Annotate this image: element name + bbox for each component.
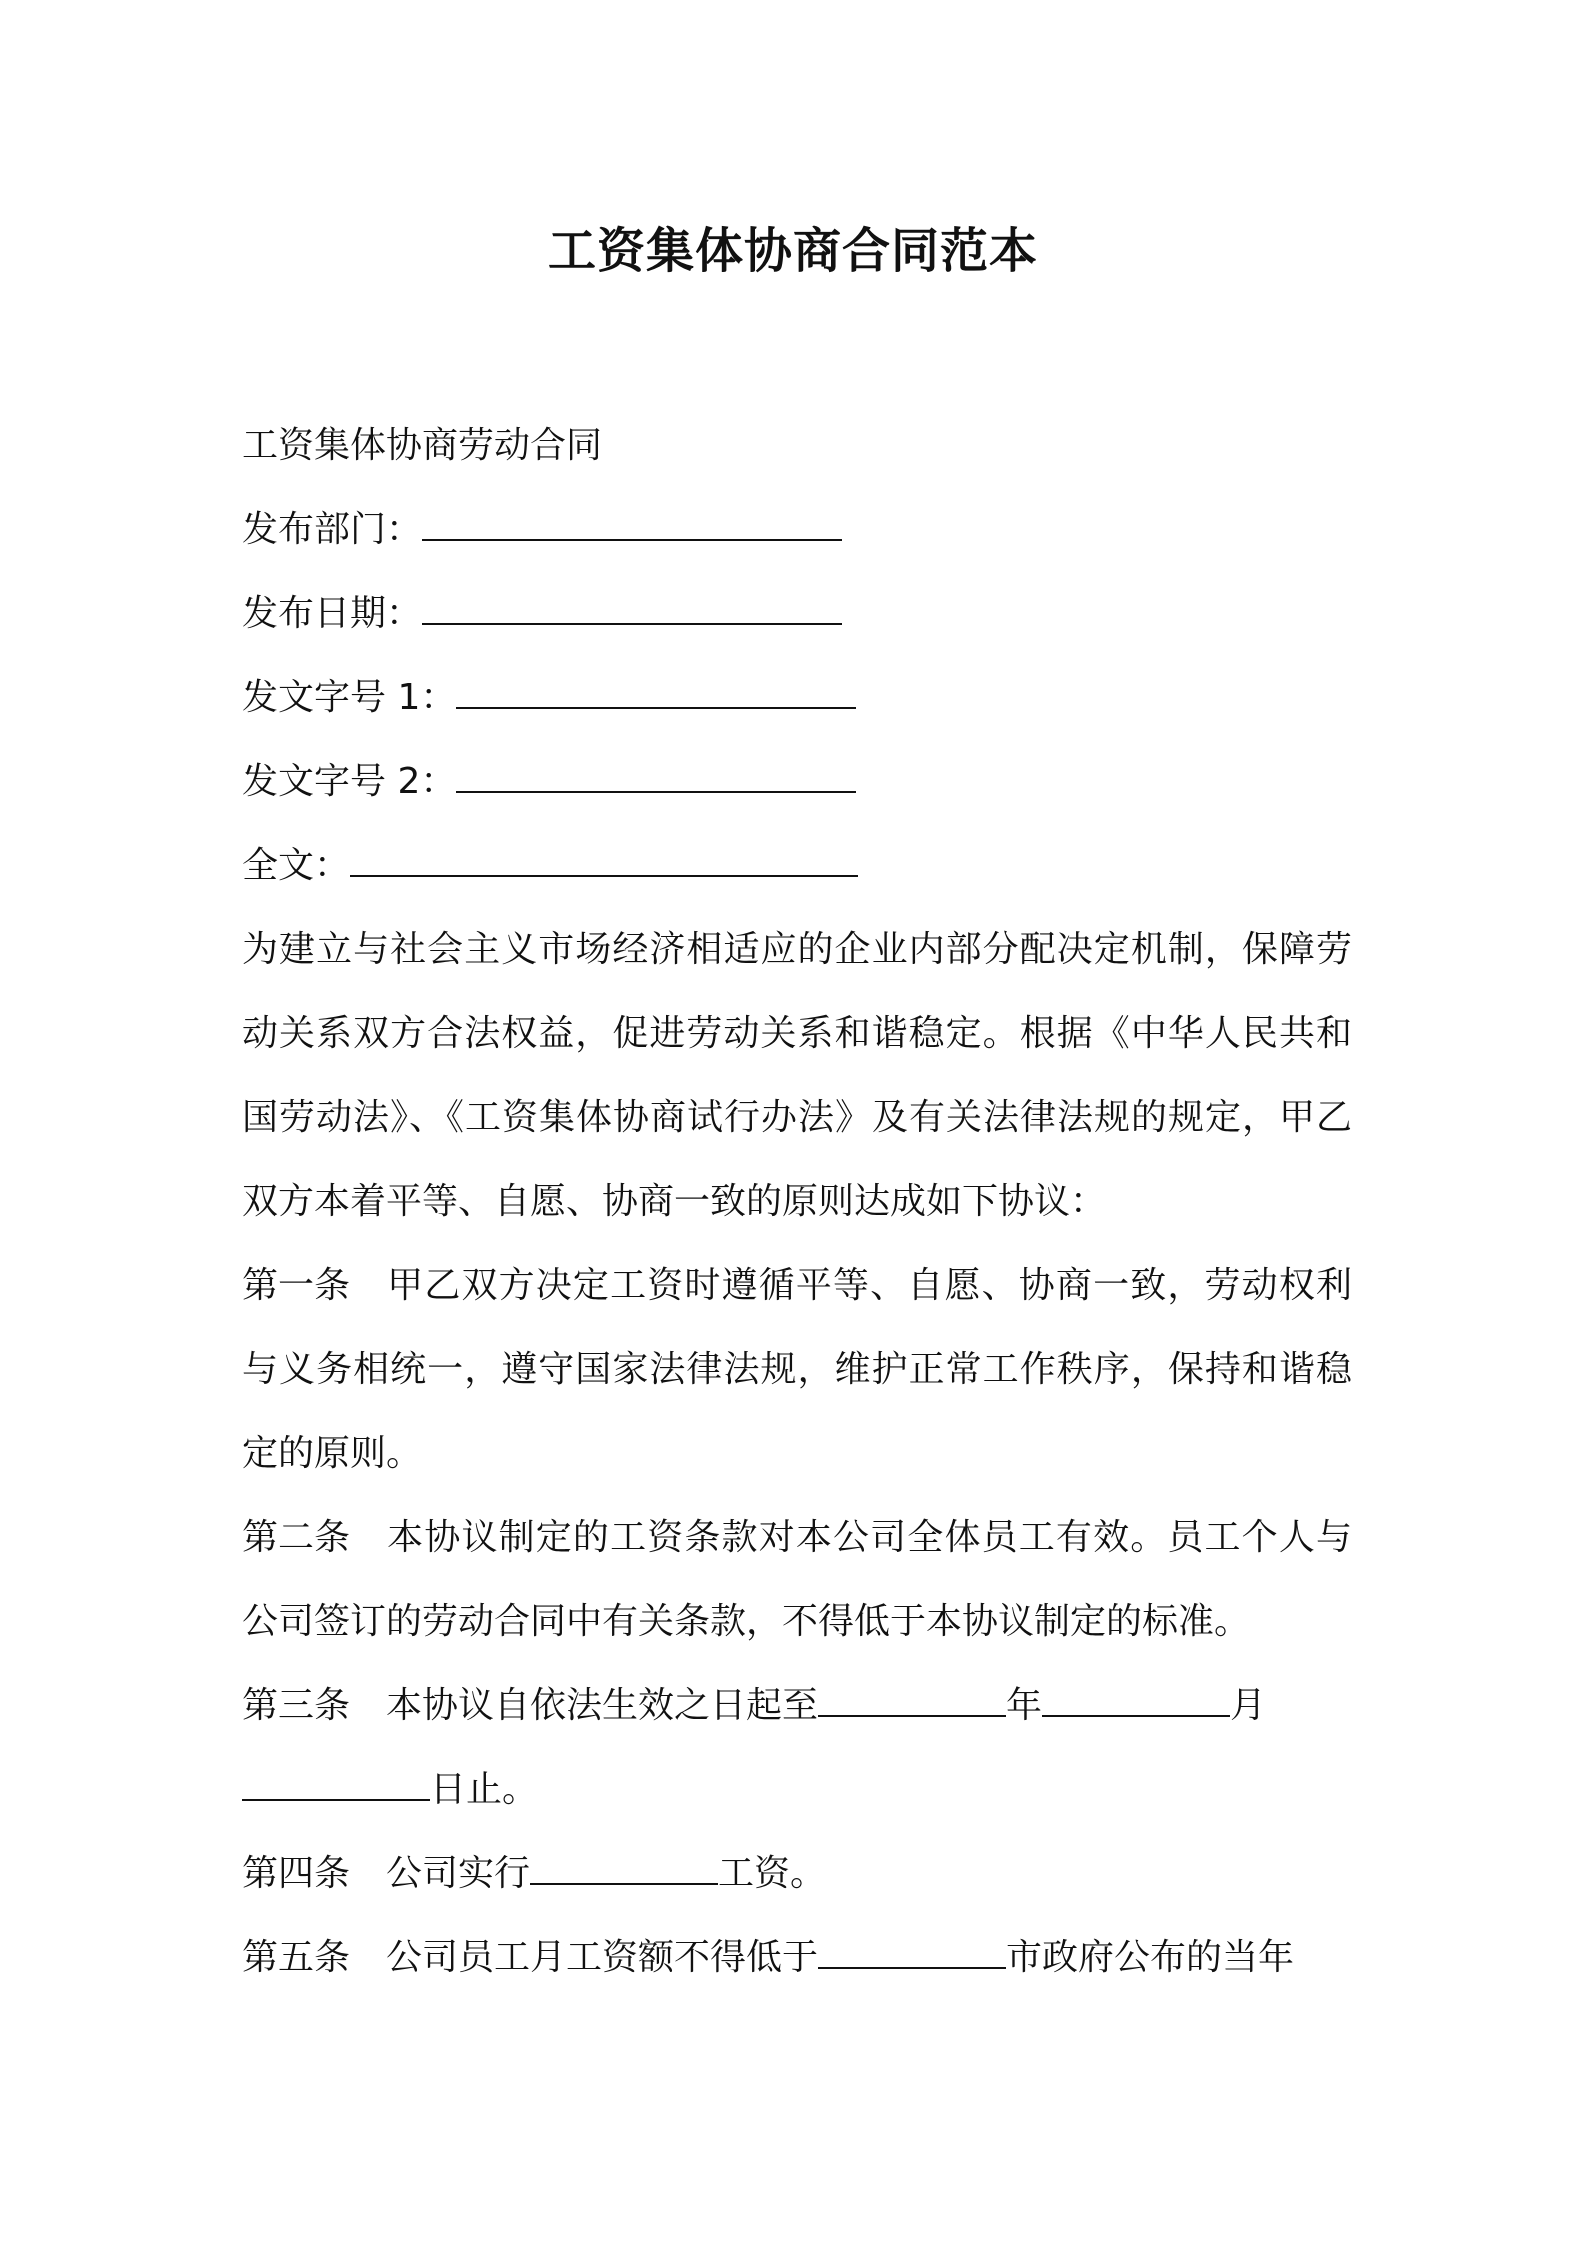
month-label: 月 <box>1230 1685 1267 1726</box>
article-1 <box>242 1244 1352 1496</box>
blank-line <box>456 759 856 793</box>
field-label: 发布部门： <box>242 509 423 550</box>
article-text: 公司员工月工资额不得低于 <box>386 1937 819 1978</box>
article-text: 本协议制定的工资条款对本公司全体员工有效。员工个人与公司签订的劳动合同中有关条款，不得低于本协议制定的标准。 <box>242 1517 1352 1642</box>
document-title: 工资集体协商合同范本 <box>547 223 1038 279</box>
article-3 <box>242 1664 1352 1748</box>
article-5 <box>242 1916 1352 2000</box>
article-text: 公司实行 <box>386 1853 531 1894</box>
article-text-end: 市政府公布的当年 <box>1006 1937 1295 1978</box>
article-3-continuation <box>242 1748 1352 1832</box>
blank-line <box>456 675 856 709</box>
document-body <box>242 404 1352 2000</box>
year-label: 年 <box>1006 1685 1043 1726</box>
field-label: 发布日期： <box>242 593 423 634</box>
field-label: 发文字号 2： <box>242 761 457 802</box>
field-label: 发文字号 1： <box>242 677 457 718</box>
article-text: 甲乙双方决定工资时遵循平等、自愿、协商一致，劳动权利与义务相统一，遵守国家法律法规，维护正常工作秩序，保持和谐稳定的原则。 <box>242 1265 1352 1474</box>
preamble-paragraph: 为建立与社会主义市场经济相适应的企业内部分配决定机制，保障劳动关系双方合法权益，促进劳动关系和谐稳定。根据《中华人民共和国劳动法》、《工资集体协商试行办法》及有关法律法规的规定，甲乙双方本着平等、自愿、协商一致的原则达成如下协议： <box>242 929 1352 1222</box>
field-publishing-department <box>242 488 1352 572</box>
day-end-label: 日止。 <box>430 1769 539 1810</box>
blank-line <box>350 843 858 877</box>
blank-line <box>422 507 842 541</box>
field-document-number-2 <box>242 740 1352 824</box>
blank-wage-type <box>530 1851 718 1885</box>
article-label: 第三条 <box>242 1685 351 1726</box>
blank-month <box>1042 1683 1230 1717</box>
article-text-end: 工资。 <box>718 1853 827 1894</box>
blank-year <box>818 1683 1006 1717</box>
blank-line <box>422 591 842 625</box>
blank-city <box>818 1935 1006 1969</box>
article-2 <box>242 1496 1352 1664</box>
article-4 <box>242 1832 1352 1916</box>
article-text: 本协议自依法生效之日起至 <box>386 1685 819 1726</box>
field-publishing-date <box>242 572 1352 656</box>
article-label: 第一条 <box>242 1265 351 1306</box>
field-label: 全文： <box>242 845 351 886</box>
article-label: 第四条 <box>242 1853 351 1894</box>
document-subtitle: 工资集体协商劳动合同 <box>242 425 603 466</box>
article-label: 第二条 <box>242 1517 351 1558</box>
field-document-number-1 <box>242 656 1352 740</box>
blank-day <box>242 1767 430 1801</box>
article-label: 第五条 <box>242 1937 351 1978</box>
field-full-text <box>242 824 1352 908</box>
